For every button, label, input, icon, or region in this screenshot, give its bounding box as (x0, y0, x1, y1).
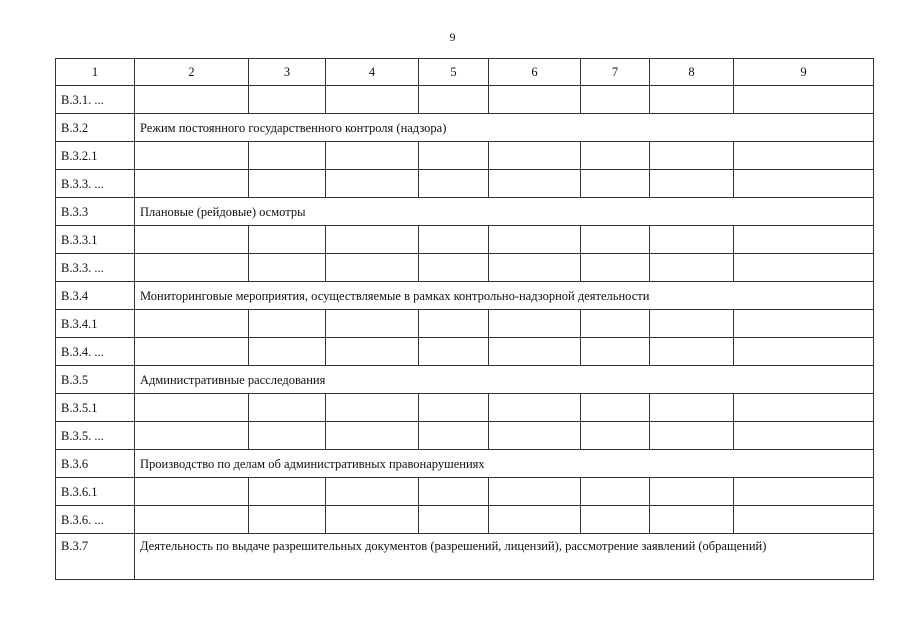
column-header: 7 (581, 59, 650, 86)
empty-cell (650, 254, 734, 282)
row-code: В.3.2 (56, 114, 135, 142)
empty-cell (135, 394, 249, 422)
empty-cell (489, 142, 581, 170)
table-row (56, 254, 874, 282)
empty-cell (326, 478, 419, 506)
empty-cell (650, 170, 734, 198)
empty-cell (581, 86, 650, 114)
empty-cell (734, 394, 874, 422)
empty-cell (650, 506, 734, 534)
row-code: В.3.4 (56, 282, 135, 310)
empty-cell (734, 310, 874, 338)
empty-cell (489, 478, 581, 506)
section-row (56, 534, 874, 580)
empty-cell (650, 86, 734, 114)
table-row (56, 338, 874, 366)
table-row (56, 142, 874, 170)
empty-cell (135, 226, 249, 254)
empty-cell (489, 506, 581, 534)
row-code: В.3.3 (56, 198, 135, 226)
empty-cell (734, 142, 874, 170)
row-code: В.3.4.1 (56, 310, 135, 338)
empty-cell (581, 422, 650, 450)
empty-cell (489, 170, 581, 198)
empty-cell (419, 506, 489, 534)
column-header: 4 (326, 59, 419, 86)
column-header: 9 (734, 59, 874, 86)
row-code: В.3.7 (56, 534, 135, 580)
empty-cell (249, 310, 326, 338)
empty-cell (650, 422, 734, 450)
empty-cell (489, 226, 581, 254)
empty-cell (135, 170, 249, 198)
section-title: Производство по делам об административных правонарушениях (135, 450, 874, 478)
empty-cell (249, 226, 326, 254)
empty-cell (326, 254, 419, 282)
table-row (56, 506, 874, 534)
empty-cell (135, 478, 249, 506)
empty-cell (326, 338, 419, 366)
empty-cell (734, 226, 874, 254)
column-header: 8 (650, 59, 734, 86)
section-title: Режим постоянного государственного контроля (надзора) (135, 114, 874, 142)
empty-cell (581, 142, 650, 170)
empty-cell (419, 86, 489, 114)
row-code: В.3.5 (56, 366, 135, 394)
empty-cell (135, 310, 249, 338)
data-table (55, 58, 874, 580)
table-row (56, 394, 874, 422)
empty-cell (734, 422, 874, 450)
empty-cell (419, 422, 489, 450)
empty-cell (650, 226, 734, 254)
section-title: Деятельность по выдаче разрешительных документов (разрешений, лицензий), рассмотрение заявлений (обращений) (135, 534, 874, 580)
empty-cell (419, 226, 489, 254)
empty-cell (489, 254, 581, 282)
empty-cell (249, 254, 326, 282)
empty-cell (326, 506, 419, 534)
section-row (56, 366, 874, 394)
table-row (56, 478, 874, 506)
empty-cell (249, 86, 326, 114)
empty-cell (249, 394, 326, 422)
empty-cell (419, 478, 489, 506)
column-header: 3 (249, 59, 326, 86)
section-row (56, 114, 874, 142)
empty-cell (489, 86, 581, 114)
row-code: В.3.3. ... (56, 254, 135, 282)
row-code: В.3.6. ... (56, 506, 135, 534)
section-row (56, 282, 874, 310)
empty-cell (734, 338, 874, 366)
empty-cell (419, 338, 489, 366)
empty-cell (734, 478, 874, 506)
empty-cell (249, 170, 326, 198)
empty-cell (326, 170, 419, 198)
table-row (56, 310, 874, 338)
empty-cell (581, 506, 650, 534)
table-row (56, 86, 874, 114)
row-code: В.3.3.1 (56, 226, 135, 254)
empty-cell (249, 506, 326, 534)
table-row (56, 170, 874, 198)
empty-cell (419, 310, 489, 338)
empty-cell (135, 142, 249, 170)
empty-cell (650, 338, 734, 366)
column-header: 6 (489, 59, 581, 86)
empty-cell (489, 310, 581, 338)
empty-cell (734, 506, 874, 534)
empty-cell (734, 170, 874, 198)
column-header: 2 (135, 59, 249, 86)
column-header: 5 (419, 59, 489, 86)
empty-cell (489, 422, 581, 450)
empty-cell (326, 422, 419, 450)
empty-cell (326, 226, 419, 254)
empty-cell (249, 422, 326, 450)
empty-cell (489, 394, 581, 422)
empty-cell (650, 394, 734, 422)
empty-cell (135, 422, 249, 450)
empty-cell (326, 310, 419, 338)
empty-cell (734, 254, 874, 282)
empty-cell (135, 338, 249, 366)
empty-cell (135, 506, 249, 534)
empty-cell (249, 338, 326, 366)
empty-cell (734, 86, 874, 114)
empty-cell (581, 394, 650, 422)
section-title: Плановые (рейдовые) осмотры (135, 198, 874, 226)
section-title: Мониторинговые мероприятия, осуществляемые в рамках контрольно-надзорной деятельности (135, 282, 874, 310)
empty-cell (581, 170, 650, 198)
empty-cell (489, 338, 581, 366)
empty-cell (650, 310, 734, 338)
empty-cell (326, 142, 419, 170)
empty-cell (135, 86, 249, 114)
table-row (56, 226, 874, 254)
empty-cell (650, 478, 734, 506)
empty-cell (581, 338, 650, 366)
empty-cell (419, 254, 489, 282)
empty-cell (581, 310, 650, 338)
empty-cell (581, 226, 650, 254)
empty-cell (249, 478, 326, 506)
row-code: В.3.5.1 (56, 394, 135, 422)
page-number: 9 (449, 30, 456, 44)
empty-cell (581, 478, 650, 506)
empty-cell (326, 86, 419, 114)
section-row (56, 198, 874, 226)
row-code: В.3.4. ... (56, 338, 135, 366)
row-code: В.3.6 (56, 450, 135, 478)
section-title: Административные расследования (135, 366, 874, 394)
empty-cell (135, 254, 249, 282)
empty-cell (581, 254, 650, 282)
row-code: В.3.3. ... (56, 170, 135, 198)
empty-cell (249, 142, 326, 170)
row-code: В.3.1. ... (56, 86, 135, 114)
column-header: 1 (56, 59, 135, 86)
row-code: В.3.5. ... (56, 422, 135, 450)
empty-cell (419, 170, 489, 198)
empty-cell (326, 394, 419, 422)
empty-cell (419, 142, 489, 170)
row-code: В.3.6.1 (56, 478, 135, 506)
empty-cell (419, 394, 489, 422)
row-code: В.3.2.1 (56, 142, 135, 170)
header-row (56, 59, 874, 86)
table-row (56, 422, 874, 450)
section-row (56, 450, 874, 478)
empty-cell (650, 142, 734, 170)
